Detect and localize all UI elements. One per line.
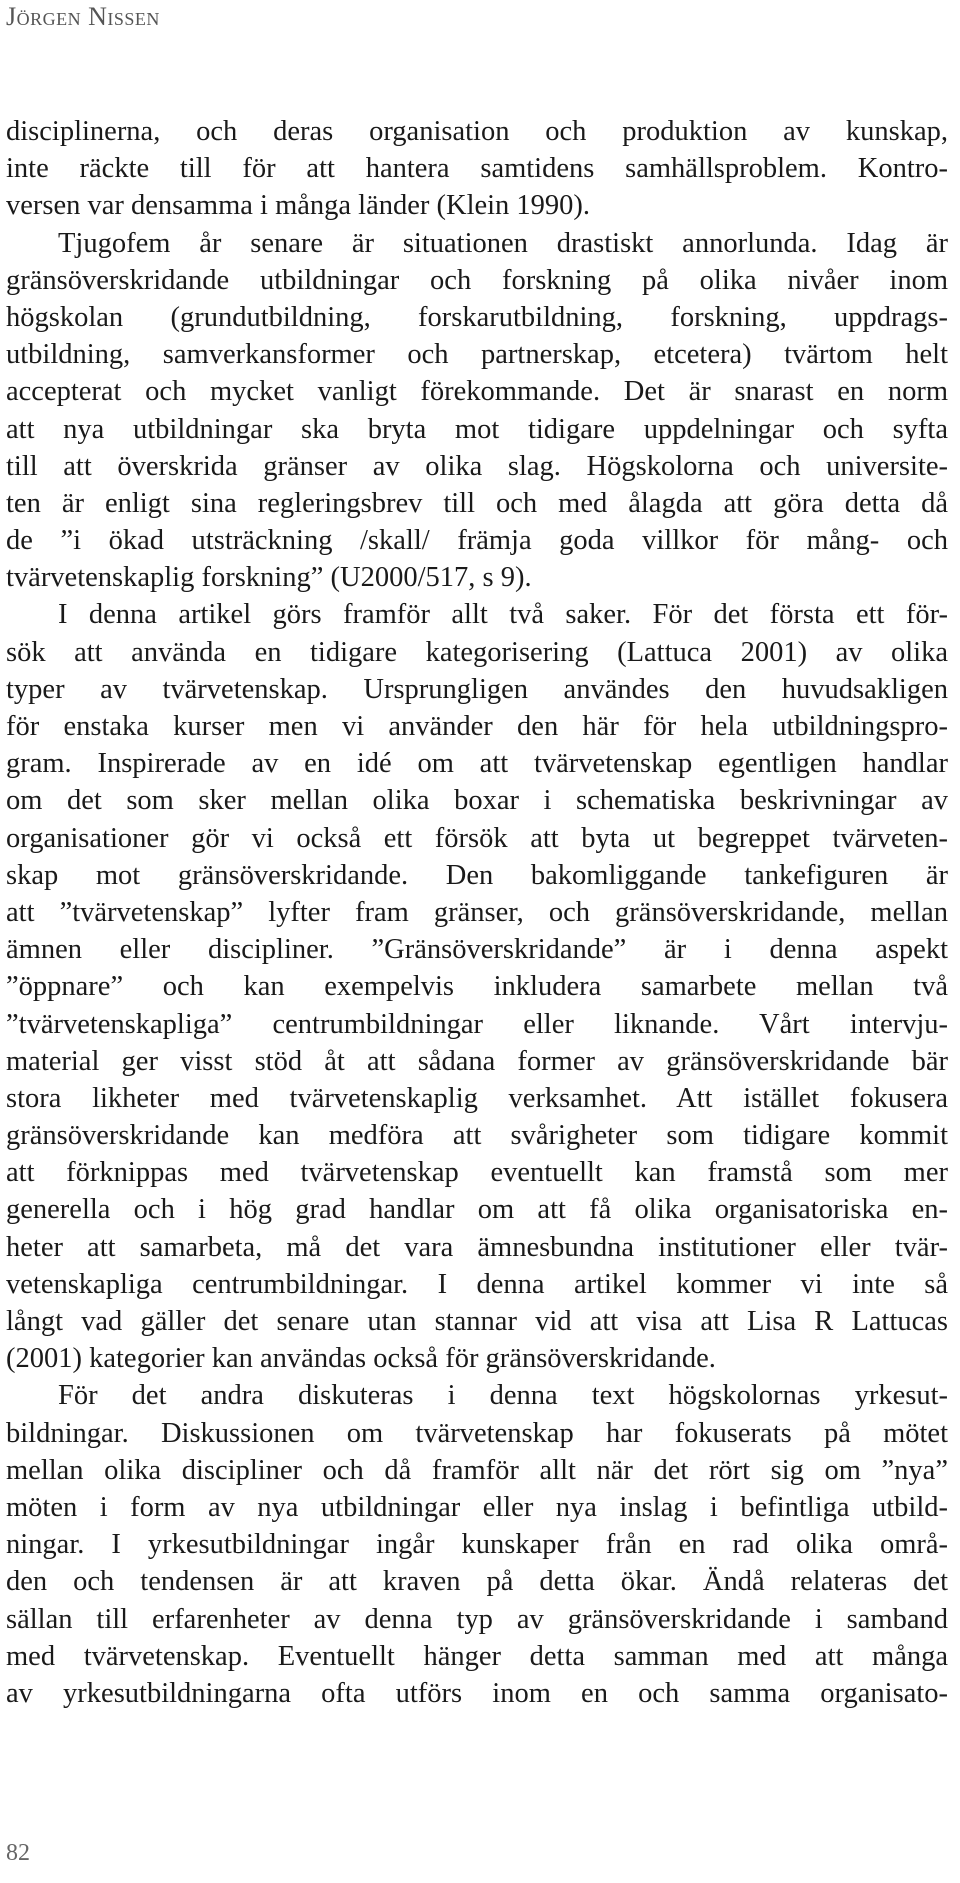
body-text bbox=[6, 113, 948, 1712]
text-line: långt vad gäller det senare utan stannar vid att visa att Lisa R Lattucas bbox=[6, 1306, 948, 1337]
text-line: till att överskrida gränser av olika slag. Högskolorna och universite- bbox=[6, 450, 948, 482]
text-line: (2001) kategorier kan användas också för gränsöverskridande. bbox=[6, 1343, 716, 1375]
text-line: Tjugofem år senare är situationen drastiskt annorlunda. Idag är bbox=[58, 227, 948, 259]
text-line: versen var densamma i många länder (Klein 1990). bbox=[6, 190, 591, 222]
text-line: sällan till erfarenheter av denna typ av gränsöverskridande i samband bbox=[6, 1603, 948, 1635]
text-line: material ger visst stöd åt att sådana former av gränsöverskridande bär bbox=[6, 1045, 948, 1077]
text-line: heter att samarbeta, må det vara ämnesbundna institutioner eller tvär- bbox=[6, 1231, 948, 1263]
text-line: generella och i hög grad handlar om att få olika organisatoriska en- bbox=[6, 1194, 948, 1226]
text-line: ”tvärvetenskapliga” centrumbildningar eller liknande. Vårt intervju- bbox=[6, 1008, 948, 1040]
text-line: att förknippas med tvärvetenskap eventuellt kan framstå som mer bbox=[6, 1157, 948, 1189]
page-number: 82 bbox=[6, 1840, 30, 1866]
text-line: att nya utbildningar ska bryta mot tidigare uppdelningar och syfta bbox=[6, 413, 948, 445]
text-line: vetenskapliga centrumbildningar. I denna artikel kommer vi inte så bbox=[6, 1268, 948, 1300]
text-line: accepterat och mycket vanligt förekommande. Det är snarast en norm bbox=[6, 376, 948, 408]
text-line: I denna artikel görs framför allt två saker. För det första ett för- bbox=[58, 599, 948, 631]
text-line: organisationer gör vi också ett försök att byta ut begreppet tvärveten- bbox=[6, 822, 948, 854]
text-line: sök att använda en tidigare kategorisering (Lattuca 2001) av olika bbox=[6, 636, 948, 668]
text-line: ämnen eller discipliner. ”Gränsöverskridande” är i denna aspekt bbox=[6, 934, 948, 966]
text-line: skap mot gränsöverskridande. Den bakomliggande tankefiguren är bbox=[6, 859, 948, 891]
text-line: stora likheter med tvärvetenskaplig verksamhet. Att istället fokusera bbox=[6, 1082, 948, 1114]
text-line: disciplinerna, och deras organisation och produktion av kunskap, bbox=[6, 116, 948, 147]
text-line: För det andra diskuteras i denna text högskolornas yrkesut- bbox=[58, 1380, 948, 1412]
text-line: de ”i ökad utsträckning /skall/ främja goda villkor för mång- och bbox=[6, 525, 948, 557]
text-line: utbildning, samverkansformer och partnerskap, etcetera) tvärtom helt bbox=[6, 339, 948, 371]
text-line: att ”tvärvetenskap” lyfter fram gränser, och gränsöverskridande, mellan bbox=[6, 896, 948, 928]
text-line: mellan olika discipliner och då framför allt när det rört sig om ”nya” bbox=[6, 1454, 948, 1486]
text-line: högskolan (grundutbildning, forskarutbildning, forskning, uppdrags- bbox=[6, 301, 948, 333]
text-line: möten i form av nya utbildningar eller nya inslag i befintliga utbild- bbox=[6, 1491, 948, 1523]
text-line: den och tendensen är att kraven på detta ökar. Ändå relateras det bbox=[6, 1566, 948, 1598]
text-line: gränsöverskridande kan medföra att svårigheter som tidigare kommit bbox=[6, 1120, 948, 1152]
text-line: ten är enligt sina regleringsbrev till och med ålagda att göra detta då bbox=[6, 487, 948, 519]
text-line: om det som sker mellan olika boxar i schematiska beskrivningar av bbox=[6, 785, 948, 817]
text-line: gram. Inspirerade av en idé om att tvärvetenskap egentligen handlar bbox=[6, 748, 948, 780]
text-line: gränsöverskridande utbildningar och forskning på olika nivåer inom bbox=[6, 264, 948, 296]
text-line: med tvärvetenskap. Eventuellt hänger detta samman med att många bbox=[6, 1640, 948, 1672]
text-line: ningar. I yrkesutbildningar ingår kunskaper från en rad olika områ- bbox=[6, 1529, 948, 1561]
text-line: ”öppnare” och kan exempelvis inkludera samarbete mellan två bbox=[6, 971, 948, 1003]
text-line: bildningar. Diskussionen om tvärvetenskap har fokuserats på mötet bbox=[6, 1417, 948, 1449]
text-line: typer av tvärvetenskap. Ursprungligen användes den huvudsakligen bbox=[6, 673, 948, 705]
text-line: för enstaka kurser men vi använder den här för hela utbildningspro- bbox=[6, 711, 948, 742]
text-line: inte räckte till för att hantera samtidens samhällsproblem. Kontro- bbox=[6, 153, 948, 185]
text-line: tvärvetenskaplig forskning” (U2000/517, s 9). bbox=[6, 562, 532, 594]
text-line: av yrkesutbildningarna ofta utförs inom en och samma organisato- bbox=[6, 1677, 948, 1709]
running-head-author: Jörgen Nissen bbox=[6, 2, 160, 31]
